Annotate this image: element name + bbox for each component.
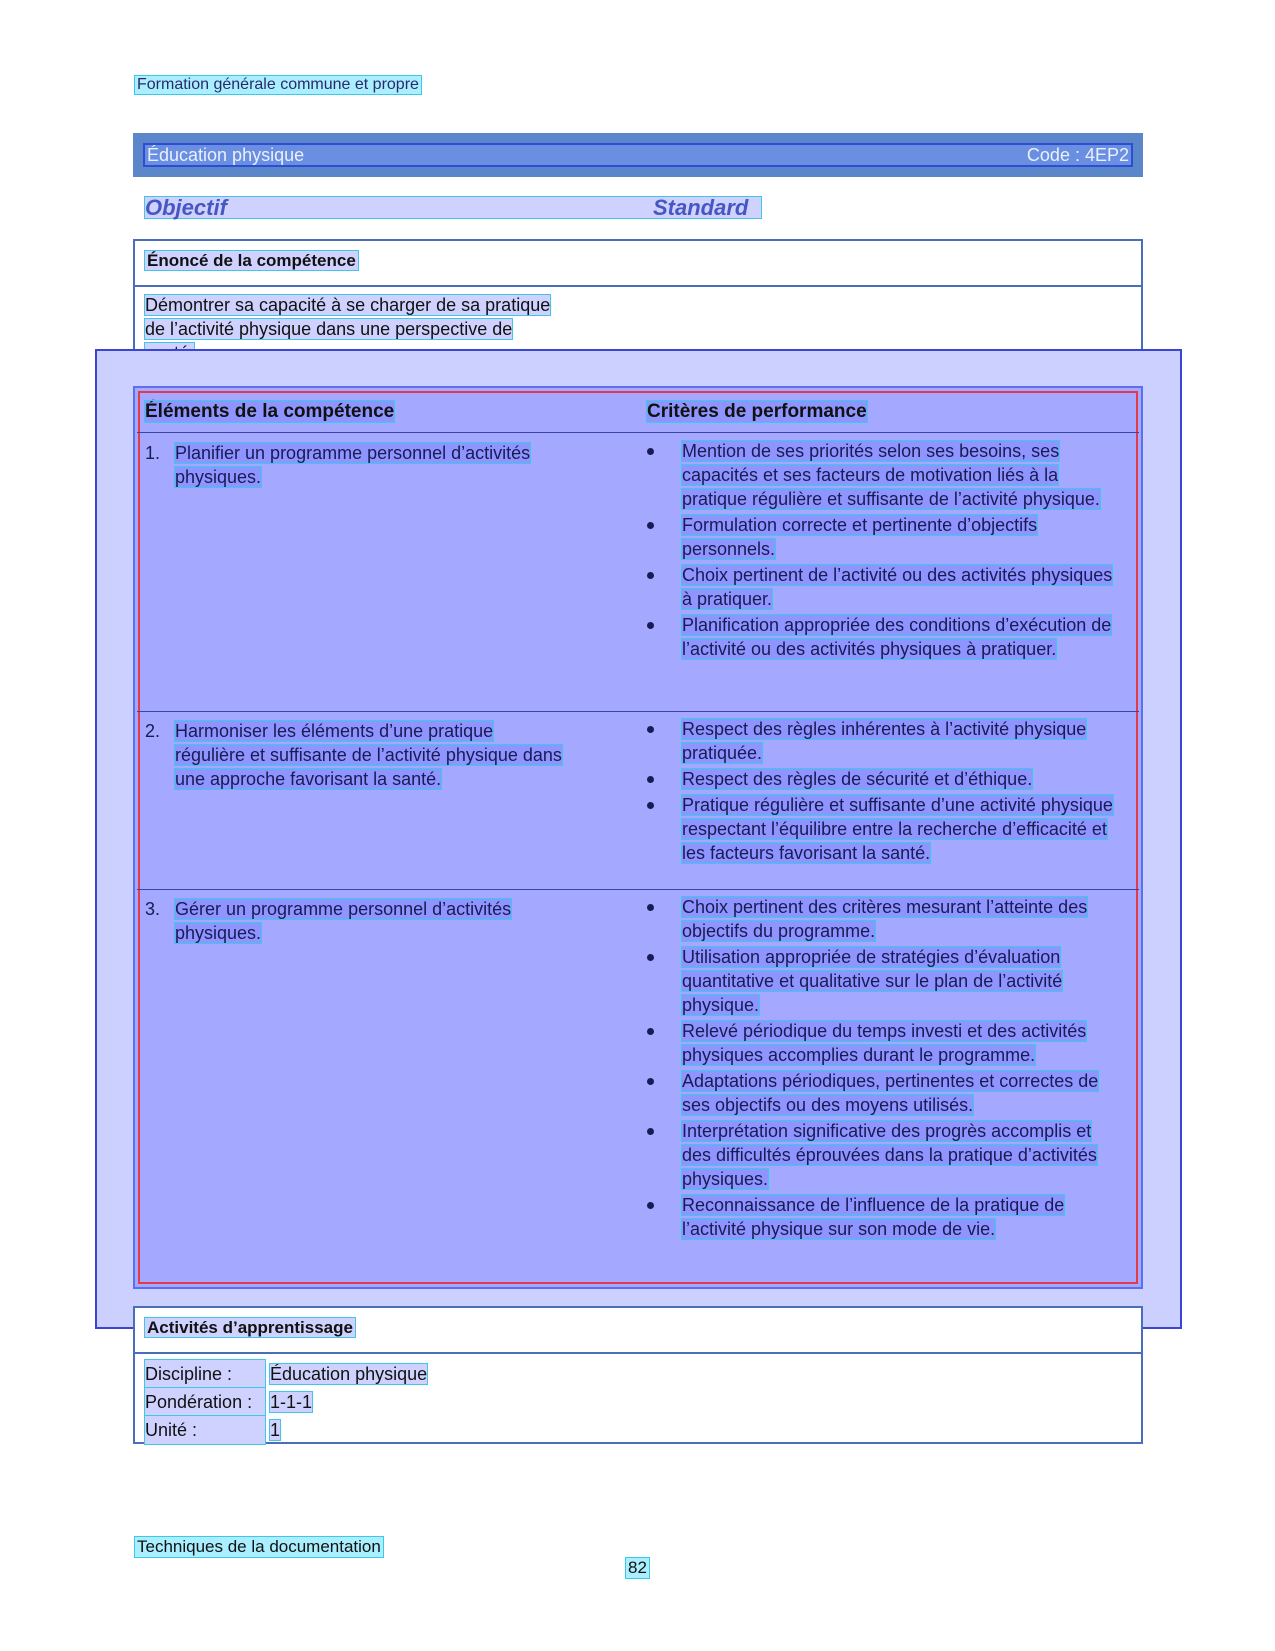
competence-statement-line: Démontrer sa capacité à se charger de sa pratique — [145, 295, 551, 315]
elements-column-header: Éléments de la compétence — [145, 401, 395, 422]
element-text: une approche favorisant la santé. — [175, 769, 442, 789]
ponderation-value: 1-1-1 — [270, 1392, 313, 1412]
table-divider — [137, 889, 1139, 890]
criteria-column-header: Critères de performance — [647, 401, 867, 422]
list-item: Mention de ses priorités selon ses besoins, ses capacités et ses facteurs de motivation liés à la pratique régulière et suffisante de l’activité physique. — [647, 439, 1125, 511]
list-item: Utilisation appropriée de stratégies d’évaluation quantitative et qualitative sur le plan de l’activité physique. — [647, 945, 1125, 1017]
list-item: Relevé périodique du temps investi et des activités physiques accomplies durant le programme. — [647, 1019, 1125, 1067]
list-item: Pratique régulière et suffisante d’une activité physique respectant l’équilibre entre la recherche d’efficacité et les facteurs favorisant la santé. — [647, 793, 1125, 865]
list-item: Choix pertinent des critères mesurant l’atteinte des objectifs du programme. — [647, 895, 1125, 943]
element-text: Gérer un programme personnel d’activités — [175, 899, 512, 919]
footer-program: Techniques de la documentation — [137, 1537, 381, 1556]
element-text: régulière et suffisante de l’activité physique dans — [175, 745, 562, 765]
element-number: 2. — [145, 721, 161, 741]
discipline-value: Éducation physique — [270, 1364, 428, 1384]
course-banner — [133, 133, 1143, 177]
objectif-label: Objectif — [145, 195, 227, 220]
objective-standard-row — [145, 197, 761, 218]
standard-label: Standard — [653, 195, 749, 220]
list-item: Adaptations périodiques, pertinentes et correctes de ses objectifs ou des moyens utilisés. — [647, 1069, 1125, 1117]
element-text: Planifier un programme personnel d’activités — [175, 443, 531, 463]
ponderation-label: Pondération : — [145, 1388, 265, 1416]
list-item: Reconnaissance de l’influence de la pratique de l’activité physique sur son mode de vie. — [647, 1193, 1125, 1241]
list-item: Respect des règles inhérentes à l’activité physique pratiquée. — [647, 717, 1125, 765]
list-item: Planification appropriée des conditions d’exécution de l’activité ou des activités physiques à pratiquer. — [647, 613, 1125, 661]
discipline-label: Discipline : — [145, 1360, 265, 1388]
criteria-list — [647, 895, 1125, 1243]
page-number: 82 — [628, 1558, 647, 1577]
learning-activities-box — [133, 1306, 1143, 1444]
learning-activities-title: Activités d’apprentissage — [147, 1318, 353, 1337]
element-number: 1. — [145, 443, 161, 463]
element-number: 3. — [145, 899, 161, 919]
competence-statement-line: de l’activité physique dans une perspective de — [145, 319, 513, 339]
course-code: Code : 4EP2 — [1026, 144, 1129, 165]
list-item: Choix pertinent de l’activité ou des activités physiques à pratiquer. — [647, 563, 1125, 611]
element-text: physiques. — [175, 467, 262, 487]
criteria-list — [647, 439, 1125, 663]
unite-value: 1 — [270, 1420, 281, 1440]
table-divider — [137, 432, 1139, 433]
table-divider — [137, 711, 1139, 712]
running-header: Formation générale commune et propre — [137, 76, 419, 93]
list-item: Respect des règles de sécurité et d’éthique. — [647, 767, 1125, 791]
unite-label: Unité : — [145, 1416, 265, 1444]
list-item: Formulation correcte et pertinente d’objectifs personnels. — [647, 513, 1125, 561]
criteria-list — [647, 717, 1125, 867]
element-text: Harmoniser les éléments d’une pratique — [175, 721, 494, 741]
competence-statement-title: Énoncé de la compétence — [147, 251, 356, 270]
course-title: Éducation physique — [147, 144, 305, 165]
list-item: Interprétation significative des progrès accomplis et des difficultés éprouvées dans la pratique d’activités physiques. — [647, 1119, 1125, 1191]
element-text: physiques. — [175, 923, 262, 943]
